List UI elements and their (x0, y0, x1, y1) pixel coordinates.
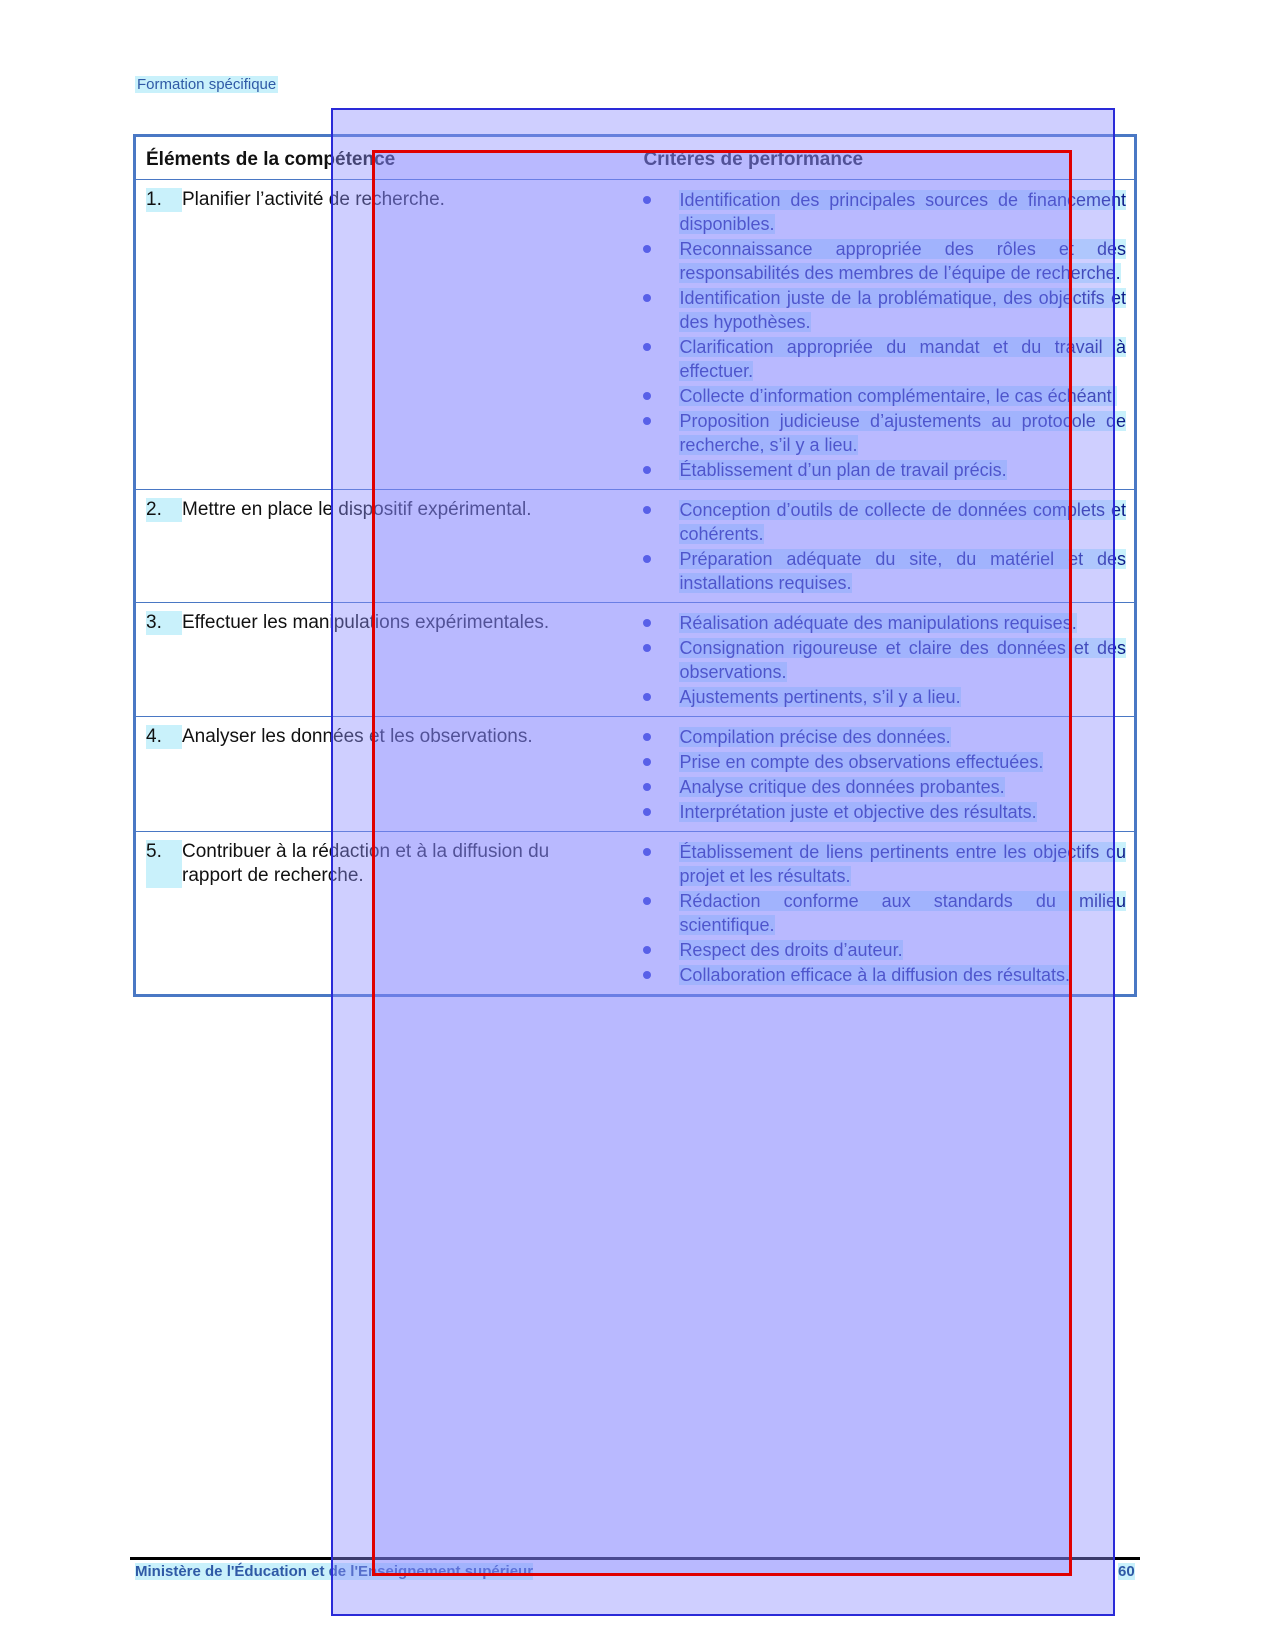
criterion-text: Compilation précise des données. (679, 727, 951, 747)
criterion-text: Réalisation adéquate des manipulations requises. (679, 613, 1077, 633)
bullet-icon (643, 506, 651, 514)
element-cell (135, 180, 634, 490)
bullet-icon (643, 294, 651, 302)
footer-ministry: Ministère de l'Éducation et de l'Enseignement supérieur (135, 1563, 534, 1580)
competence-element (146, 611, 625, 635)
criteria-list (643, 188, 1126, 482)
criterion-text: Établissement de liens pertinents entre les objectifs du projet et les résultats. (679, 842, 1126, 886)
table-row (135, 490, 1136, 603)
criterion-item (643, 286, 1126, 334)
criteria-cell (633, 717, 1135, 832)
criterion-item (643, 840, 1126, 888)
criterion-text: Préparation adéquate du site, du matériel et des installations requises. (679, 549, 1126, 593)
column-header-elements: Éléments de la compétence (135, 136, 634, 180)
element-text: Mettre en place le dispositif expérimental. (182, 499, 532, 520)
bullet-icon (643, 466, 651, 474)
criterion-item (643, 889, 1126, 937)
criterion-item (643, 750, 1126, 774)
footer-divider (130, 1557, 1140, 1560)
criterion-item (643, 800, 1126, 824)
criterion-item (643, 409, 1126, 457)
criterion-text: Rédaction conforme aux standards du milieu scientifique. (679, 891, 1126, 935)
element-cell (135, 717, 634, 832)
criterion-text: Identification juste de la problématique, des objectifs et des hypothèses. (679, 288, 1126, 332)
element-number: 2. (146, 498, 182, 522)
criteria-list (643, 498, 1126, 595)
criterion-text: Consignation rigoureuse et claire des données et des observations. (679, 638, 1126, 682)
criteria-list (643, 840, 1126, 987)
criterion-item (643, 685, 1126, 709)
criterion-item (643, 547, 1126, 595)
criteria-cell (633, 180, 1135, 490)
element-number: 5. (146, 840, 182, 888)
criterion-text: Analyse critique des données probantes. (679, 777, 1005, 797)
criterion-item (643, 188, 1126, 236)
criterion-item (643, 335, 1126, 383)
table-row (135, 717, 1136, 832)
criterion-text: Établissement d’un plan de travail précis. (679, 460, 1007, 480)
element-number: 3. (146, 611, 182, 635)
bullet-icon (643, 619, 651, 627)
element-cell (135, 832, 634, 996)
bullet-icon (643, 758, 651, 766)
criterion-item (643, 611, 1126, 635)
competence-element (146, 188, 625, 212)
criteria-list (643, 611, 1126, 709)
competence-table (133, 134, 1137, 997)
competence-element (146, 725, 625, 749)
bullet-icon (643, 343, 651, 351)
criteria-cell (633, 490, 1135, 603)
element-text: Effectuer les manipulations expérimentales. (182, 612, 550, 633)
bullet-icon (643, 848, 651, 856)
criterion-text: Collaboration efficace à la diffusion des résultats. (679, 965, 1071, 985)
criterion-text: Reconnaissance appropriée des rôles et des responsabilités des membres de l’équipe de recherche. (679, 239, 1126, 283)
criterion-item (643, 498, 1126, 546)
bullet-icon (643, 644, 651, 652)
criterion-text: Ajustements pertinents, s’il y a lieu. (679, 687, 961, 707)
bullet-icon (643, 733, 651, 741)
element-number: 4. (146, 725, 182, 749)
bullet-icon (643, 245, 651, 253)
bullet-icon (643, 392, 651, 400)
page-header: Formation spécifique (137, 76, 277, 93)
page-number: 60 (1118, 1563, 1135, 1580)
criterion-text: Identification des principales sources de financement disponibles. (679, 190, 1126, 234)
table-body (135, 180, 1136, 996)
criterion-item (643, 237, 1126, 285)
element-text: Contribuer à la rédaction et à la diffusion du rapport de recherche. (182, 841, 550, 886)
table-row (135, 180, 1136, 490)
criteria-list (643, 725, 1126, 824)
criterion-item (643, 636, 1126, 684)
criterion-item (643, 963, 1126, 987)
column-header-criteria: Critères de performance (633, 136, 1135, 180)
bullet-icon (643, 808, 651, 816)
criterion-text: Collecte d’information complémentaire, le cas échéant. (679, 386, 1117, 406)
bullet-icon (643, 946, 651, 954)
table-header-row (135, 136, 1136, 180)
element-text: Analyser les données et les observations. (182, 726, 533, 747)
element-cell (135, 603, 634, 717)
criterion-text: Proposition judicieuse d’ajustements au protocole de recherche, s’il y a lieu. (679, 411, 1126, 455)
criterion-text: Prise en compte des observations effectuées. (679, 752, 1044, 772)
criterion-text: Interprétation juste et objective des résultats. (679, 802, 1037, 822)
criterion-item (643, 458, 1126, 482)
bullet-icon (643, 783, 651, 791)
bullet-icon (643, 555, 651, 563)
bullet-icon (643, 693, 651, 701)
criterion-text: Clarification appropriée du mandat et du travail à effectuer. (679, 337, 1126, 381)
criteria-cell (633, 832, 1135, 996)
criteria-cell (633, 603, 1135, 717)
criterion-item (643, 725, 1126, 749)
element-number: 1. (146, 188, 182, 212)
bullet-icon (643, 971, 651, 979)
table-row (135, 832, 1136, 996)
competence-element (146, 840, 625, 888)
element-cell (135, 490, 634, 603)
criterion-item (643, 384, 1126, 408)
bullet-icon (643, 897, 651, 905)
criterion-item (643, 775, 1126, 799)
table-row (135, 603, 1136, 717)
element-text: Planifier l’activité de recherche. (182, 189, 445, 210)
bullet-icon (643, 417, 651, 425)
bullet-icon (643, 196, 651, 204)
criterion-text: Respect des droits d’auteur. (679, 940, 903, 960)
criterion-item (643, 938, 1126, 962)
criterion-text: Conception d’outils de collecte de données complets et cohérents. (679, 500, 1126, 544)
competence-element (146, 498, 625, 522)
